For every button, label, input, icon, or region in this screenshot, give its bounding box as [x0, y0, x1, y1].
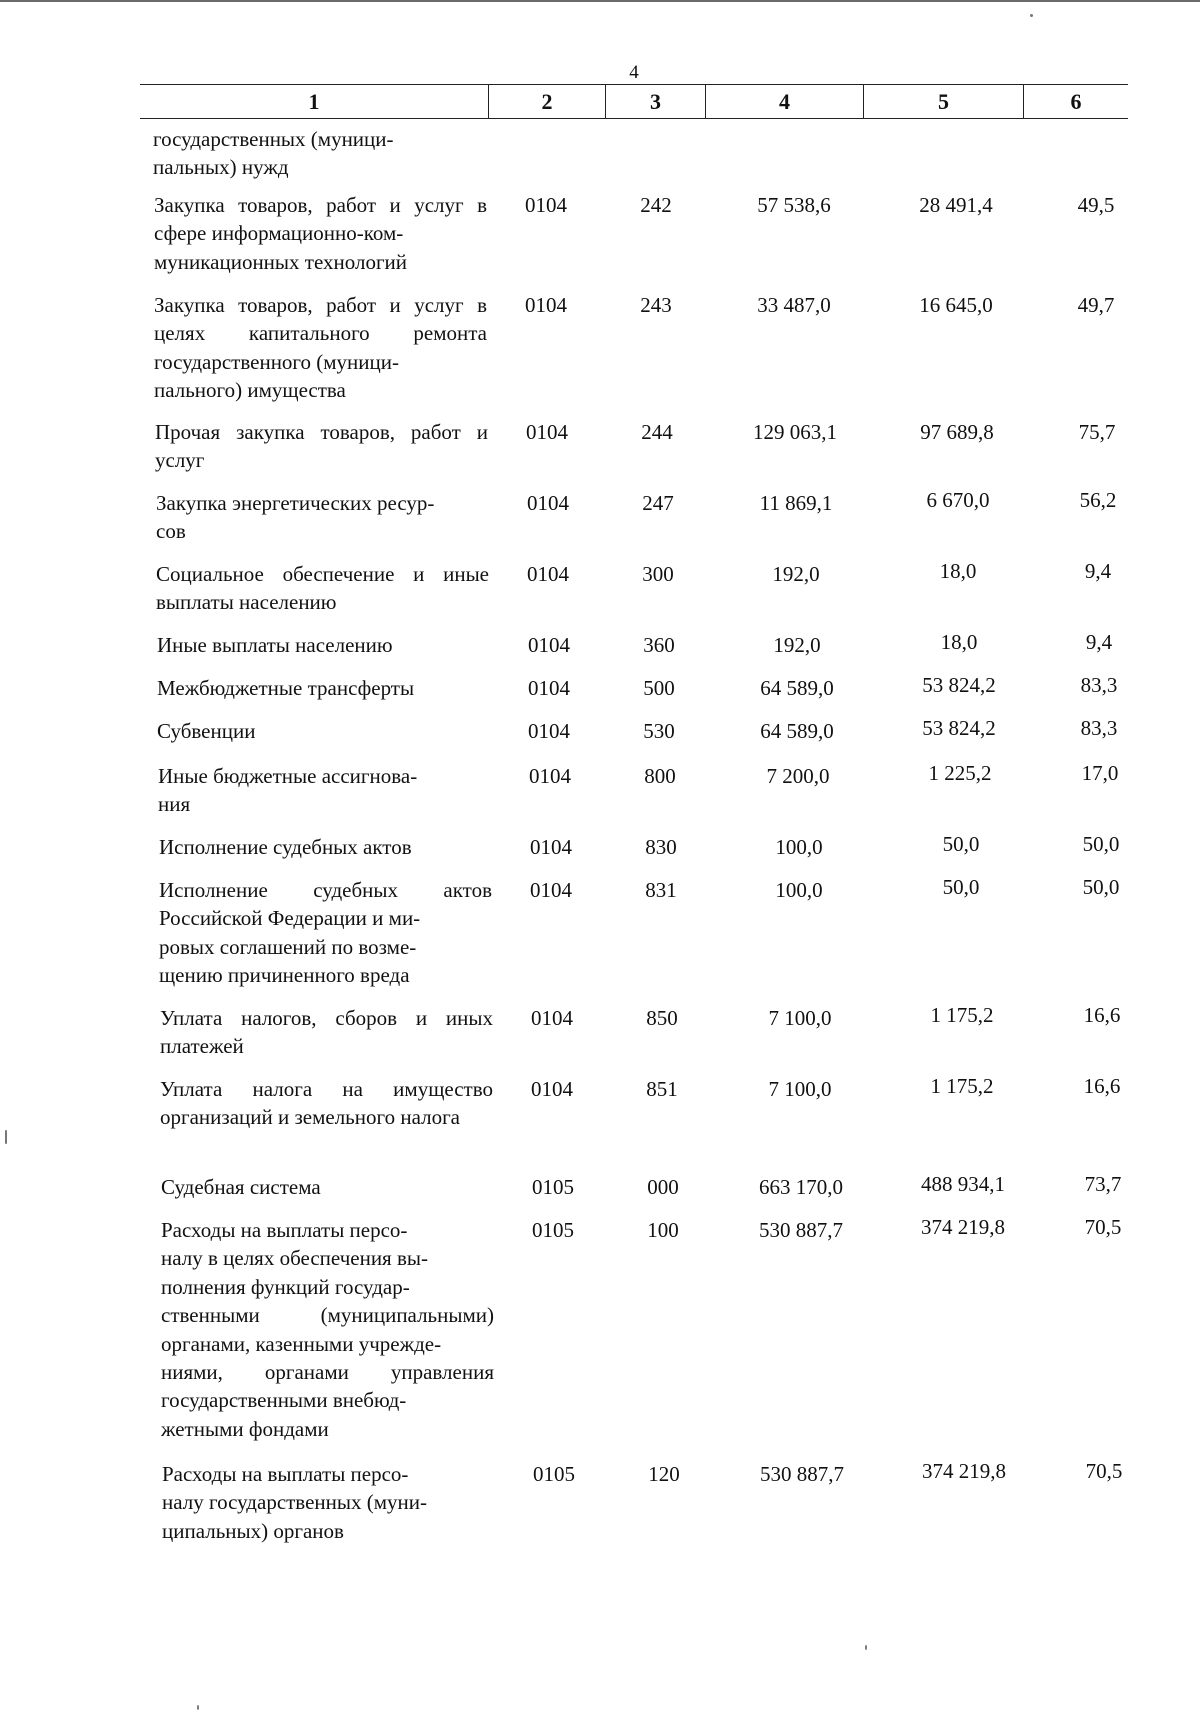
scan-speck — [1030, 14, 1033, 17]
cell-approved: 64 589,0 — [760, 719, 834, 743]
cell-description: Межбюджетные трансферты — [157, 676, 415, 700]
cell-percent: 9,4 — [1084, 559, 1112, 583]
cell-description: Судебная система — [161, 1175, 321, 1199]
cell-percent: 16,6 — [1083, 1003, 1121, 1027]
cell-executed: 1 175,2 — [930, 1074, 994, 1098]
scan-speck — [865, 1645, 867, 1650]
cell-approved: 7 100,0 — [768, 1006, 832, 1030]
cell-section: 0104 — [526, 420, 568, 444]
cell-approved: 192,0 — [772, 562, 820, 586]
cell-section: 0104 — [528, 676, 570, 700]
cell-executed: 18,0 — [940, 630, 978, 654]
cell-executed: 18,0 — [939, 559, 977, 583]
cell-section: 0104 — [525, 193, 567, 217]
cell-executed: 53 824,2 — [922, 673, 996, 697]
cell-approved: 129 063,1 — [753, 420, 837, 444]
cell-percent: 56,2 — [1079, 488, 1117, 512]
cell-approved: 11 869,1 — [759, 491, 833, 515]
page-number: 4 — [629, 62, 639, 83]
cell-percent: 49,7 — [1077, 293, 1115, 317]
cell-expense-type: 100 — [647, 1218, 679, 1242]
cell-section: 0104 — [529, 764, 571, 788]
cell-percent: 83,3 — [1080, 673, 1118, 697]
cell-expense-type: 000 — [647, 1175, 679, 1199]
cell-description: Иные бюджетные ассигнова- ния — [158, 764, 418, 817]
cell-section: 0104 — [530, 878, 572, 902]
cell-approved: 64 589,0 — [760, 676, 834, 700]
cell-expense-type: 851 — [646, 1077, 678, 1101]
cell-expense-type: 120 — [648, 1462, 680, 1486]
cell-percent: 73,7 — [1084, 1172, 1122, 1196]
cell-section: 0104 — [528, 719, 570, 743]
cell-percent: 9,4 — [1085, 630, 1113, 654]
cell-description: Закупка товаров, работ и услуг в сфере информационно-ком- муникационных технологий — [154, 193, 487, 274]
cell-approved: 7 100,0 — [768, 1077, 832, 1101]
cell-description: Исполнение судебных актов — [159, 835, 412, 859]
cell-executed: 16 645,0 — [919, 293, 993, 317]
cell-percent: 70,5 — [1085, 1459, 1123, 1483]
cell-executed: 374 219,8 — [922, 1459, 1006, 1483]
cell-description: Уплата налогов, сборов и иных платежей — [160, 1006, 493, 1059]
column-header-6: 6 — [1070, 89, 1082, 114]
cell-executed: 53 824,2 — [922, 716, 996, 740]
column-header-2: 2 — [489, 85, 606, 118]
cell-executed: 50,0 — [942, 875, 980, 899]
cell-expense-type: 831 — [645, 878, 677, 902]
cell-section: 0105 — [532, 1175, 574, 1199]
cell-approved: 33 487,0 — [757, 293, 831, 317]
cell-description: Закупка товаров, работ и услуг в целях капитального ремонта государственного (муници- пального) имущества — [154, 293, 487, 403]
cell-section: 0104 — [531, 1077, 573, 1101]
cell-section: 0104 — [530, 835, 572, 859]
cell-expense-type: 830 — [645, 835, 677, 859]
cell-description: Расходы на выплаты персо- налу государственных (муни- ципальных) органов — [162, 1462, 428, 1543]
column-header-5: 5 — [864, 85, 1024, 118]
cell-expense-type: 242 — [640, 193, 672, 217]
cell-section: 0104 — [527, 491, 569, 515]
cell-executed: 50,0 — [942, 832, 980, 856]
cell-section: 0104 — [531, 1006, 573, 1030]
page-top-border — [0, 0, 1200, 2]
cell-expense-type: 500 — [643, 676, 675, 700]
cell-description: Закупка энергетических ресур- сов — [156, 491, 435, 544]
cell-approved: 57 538,6 — [757, 193, 831, 217]
cell-approved: 192,0 — [773, 633, 821, 657]
column-header-1: 1 — [140, 85, 489, 118]
cell-executed: 374 219,8 — [921, 1215, 1005, 1239]
cell-expense-type: 530 — [643, 719, 675, 743]
cell-expense-type: 243 — [640, 293, 672, 317]
column-header-4: 4 — [706, 85, 864, 118]
cell-expense-type: 800 — [644, 764, 676, 788]
cell-executed: 6 670,0 — [926, 488, 990, 512]
cell-expense-type: 850 — [646, 1006, 678, 1030]
cell-executed: 28 491,4 — [919, 193, 993, 217]
cell-expense-type: 300 — [642, 562, 674, 586]
cell-expense-type: 247 — [642, 491, 674, 515]
table-header — [140, 84, 1128, 119]
scan-speck — [197, 1705, 199, 1710]
cell-description: Расходы на выплаты персо- налу в целях обеспечения вы- полнения функций государ- ственными (муниципальными) органами, казенными учрежде- ниями, органами управления государственными внебюд- жетными фондами — [161, 1218, 494, 1441]
cell-approved: 100,0 — [775, 878, 823, 902]
cell-description: государственных (муници- пальных) нужд — [153, 127, 394, 180]
scan-mark — [5, 1130, 7, 1144]
cell-description: Уплата налога на имущество организаций и земельного налога — [160, 1077, 493, 1130]
cell-approved: 100,0 — [775, 835, 823, 859]
cell-executed: 488 934,1 — [921, 1172, 1005, 1196]
cell-approved: 663 170,0 — [759, 1175, 843, 1199]
cell-percent: 83,3 — [1080, 716, 1118, 740]
cell-executed: 1 175,2 — [930, 1003, 994, 1027]
cell-percent: 75,7 — [1078, 420, 1116, 444]
cell-expense-type: 244 — [641, 420, 673, 444]
cell-approved: 530 887,7 — [760, 1462, 844, 1486]
cell-description: Иные выплаты населению — [157, 633, 393, 657]
cell-description: Социальное обеспечение и иные выплаты населению — [156, 562, 489, 615]
cell-approved: 7 200,0 — [766, 764, 830, 788]
column-header-3: 3 — [606, 85, 706, 118]
cell-section: 0104 — [527, 562, 569, 586]
cell-executed: 97 689,8 — [920, 420, 994, 444]
cell-approved: 530 887,7 — [759, 1218, 843, 1242]
cell-section: 0105 — [532, 1218, 574, 1242]
cell-section: 0104 — [528, 633, 570, 657]
cell-percent: 49,5 — [1077, 193, 1115, 217]
cell-description: Исполнение судебных актов Российской Федерации и ми- ровых соглашений по возме- щению причиненного вреда — [159, 878, 492, 988]
cell-percent: 50,0 — [1082, 875, 1120, 899]
cell-description: Субвенции — [157, 719, 256, 743]
cell-section: 0105 — [533, 1462, 575, 1486]
cell-percent: 16,6 — [1083, 1074, 1121, 1098]
cell-expense-type: 360 — [643, 633, 675, 657]
cell-section: 0104 — [525, 293, 567, 317]
cell-percent: 50,0 — [1082, 832, 1120, 856]
cell-executed: 1 225,2 — [928, 761, 992, 785]
cell-percent: 17,0 — [1081, 761, 1119, 785]
cell-percent: 70,5 — [1084, 1215, 1122, 1239]
cell-description: Прочая закупка товаров, работ и услуг — [155, 420, 488, 473]
